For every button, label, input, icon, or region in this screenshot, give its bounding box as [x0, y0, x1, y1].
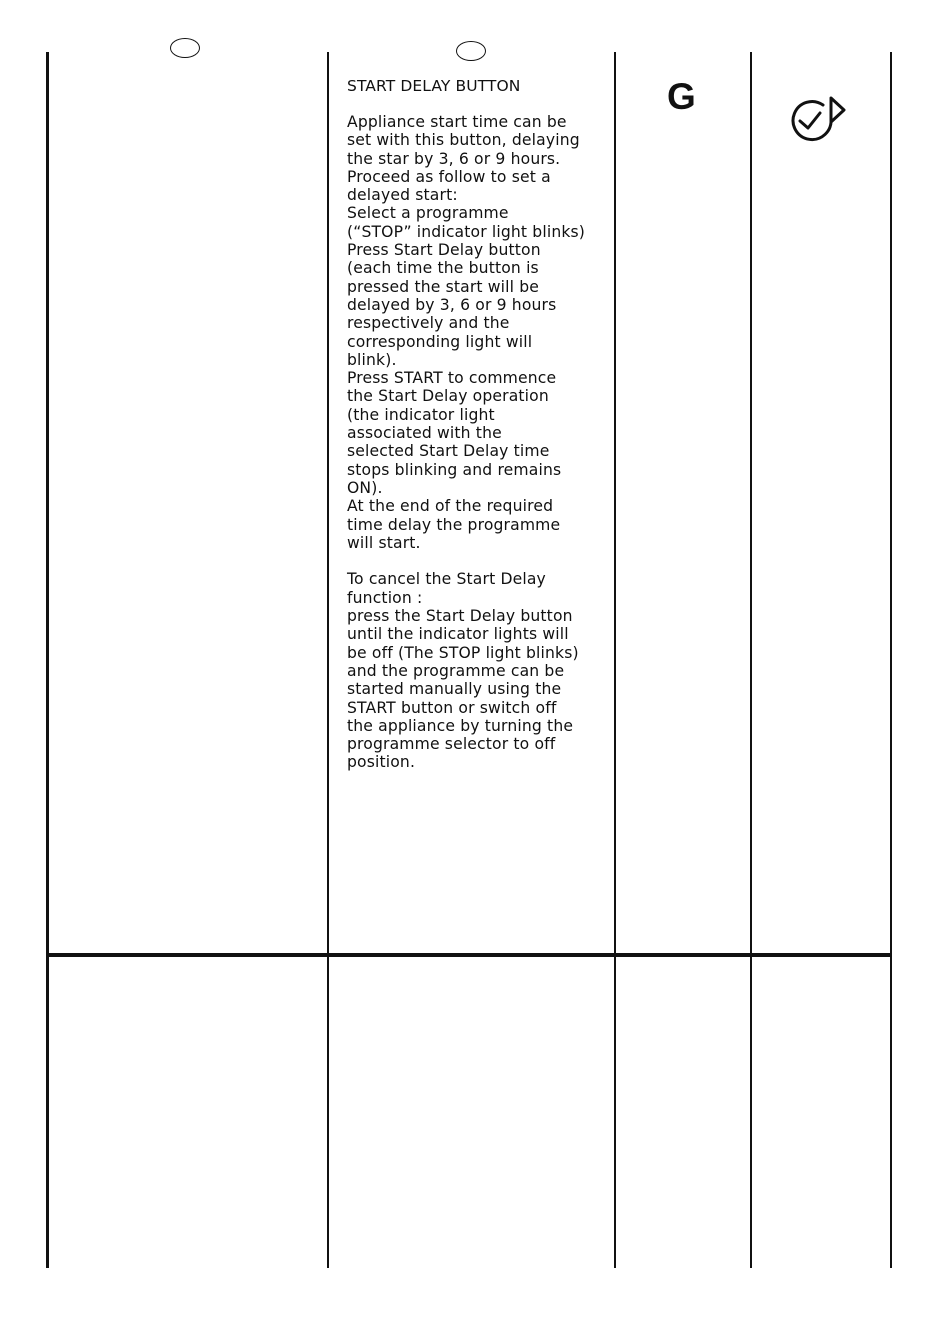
text-line: set with this button, delaying [347, 131, 580, 150]
column-border-right [890, 52, 892, 1268]
text-line: started manually using the [347, 680, 562, 699]
text-line: function : [347, 588, 423, 607]
text-line: stops blinking and remains [347, 460, 562, 479]
text-line: (each time the button is [347, 259, 539, 278]
text-line: Press START to commence [347, 369, 557, 388]
text-line: the Start Delay operation [347, 387, 549, 406]
text-line: the star by 3, 6 or 9 hours. [347, 149, 561, 168]
instructions-paragraph-1 [347, 113, 609, 552]
text-line: associated with the [347, 424, 502, 443]
text-line: Proceed as follow to set a [347, 167, 551, 186]
text-line: delayed start: [347, 186, 458, 205]
section-heading: START DELAY BUTTON [347, 77, 521, 95]
instructions-text [347, 113, 609, 772]
text-line: To cancel the Start Delay [347, 570, 546, 589]
text-line: At the end of the required [347, 497, 554, 516]
text-line: press the Start Delay button [347, 607, 573, 626]
text-line: time delay the programme [347, 515, 561, 534]
text-line: until the indicator lights will [347, 625, 569, 644]
text-line: corresponding light will [347, 332, 533, 351]
text-line: START button or switch off [347, 698, 557, 717]
text-line: delayed by 3, 6 or 9 hours [347, 295, 557, 314]
text-line: and the programme can be [347, 661, 565, 680]
text-line: be off (The STOP light blinks) [347, 643, 579, 662]
language-marker-circle-icon [170, 38, 200, 58]
text-line: respectively and the [347, 314, 510, 333]
text-line: will start. [347, 533, 421, 552]
text-line: (“STOP” indicator light blinks) [347, 222, 586, 241]
text-line: Press Start Delay button [347, 241, 541, 260]
clock-play-icon [790, 96, 848, 144]
text-line: ON). [347, 478, 383, 497]
row-divider [46, 953, 892, 957]
text-line: selected Start Delay time [347, 442, 550, 461]
language-marker-circle-icon [456, 41, 486, 61]
text-line: pressed the start will be [347, 277, 540, 296]
text-line: blink). [347, 350, 397, 369]
column-border-left [46, 52, 49, 1268]
button-letter: G [667, 76, 696, 117]
text-line: programme selector to off [347, 735, 556, 754]
column-border-2 [327, 52, 329, 1268]
text-line: Appliance start time can be [347, 113, 567, 131]
text-line: Select a programme [347, 204, 509, 223]
column-border-4 [750, 52, 752, 1268]
text-line: (the indicator light [347, 405, 495, 424]
instructions-paragraph-2 [347, 570, 609, 771]
column-border-3 [614, 52, 616, 1268]
text-line: position. [347, 753, 416, 772]
text-line: the appliance by turning the [347, 716, 574, 735]
